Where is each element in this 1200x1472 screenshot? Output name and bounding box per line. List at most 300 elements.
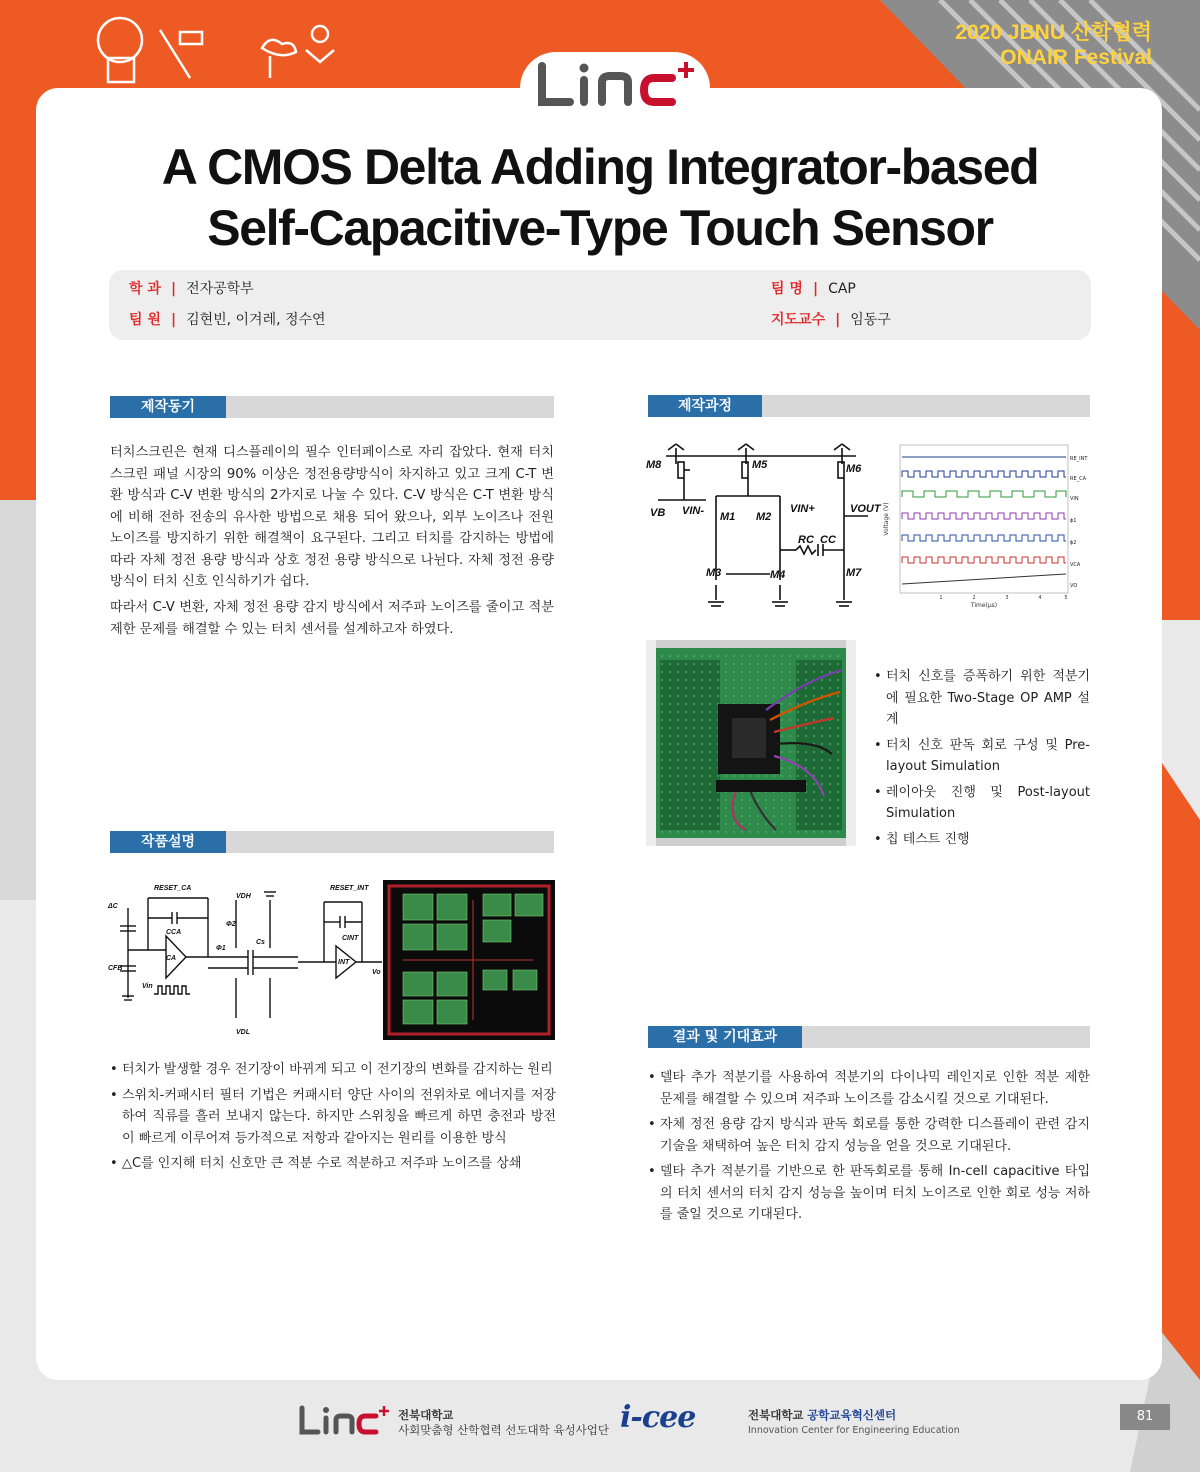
label-vb: VB — [650, 507, 666, 519]
description-heading: 작품설명 — [110, 831, 226, 853]
pcb-hole — [749, 823, 751, 825]
pcb-hole — [693, 687, 695, 689]
pcb-hole — [773, 823, 775, 825]
pcb-hole — [693, 799, 695, 801]
pcb-hole — [813, 663, 815, 665]
pcb-hole — [709, 735, 711, 737]
pcb-hole — [669, 663, 671, 665]
label-phi2: Φ2 — [226, 921, 236, 928]
pcb-hole — [661, 679, 663, 681]
pcb-hole — [669, 695, 671, 697]
process-bullets — [874, 666, 1090, 854]
footer-org1 — [398, 1408, 609, 1438]
results-bullet: • 델타 추가 적분기를 사용하여 적분기의 다이나믹 레인지로 인한 적분 제한 문제를 해결할 수 있으며 저주파 노이즈를 감소시킬 것으로 기대된다. — [648, 1067, 1090, 1110]
pcb-hole — [693, 775, 695, 777]
layout-block — [403, 894, 433, 920]
pcb-hole — [773, 831, 775, 833]
pcb-hole — [837, 759, 839, 761]
label-int: INT — [338, 959, 350, 966]
pcb-hole — [701, 663, 703, 665]
pcb-hole — [669, 767, 671, 769]
pcb-hole — [725, 695, 727, 697]
footer-org2 — [748, 1408, 960, 1438]
poster-title — [60, 137, 1140, 259]
pcb-hole — [829, 775, 831, 777]
pcb-hole — [685, 823, 687, 825]
pcb-hole — [829, 687, 831, 689]
label-vout: VOUT — [850, 503, 881, 515]
pcb-hole — [725, 775, 727, 777]
pcb-hole — [781, 775, 783, 777]
pcb-hole — [709, 815, 711, 817]
pcb-hole — [837, 799, 839, 801]
pcb-hole — [805, 775, 807, 777]
layout-block — [483, 920, 511, 942]
waveform-ylabel: Voltage (V) — [883, 502, 890, 536]
pcb-hole — [701, 711, 703, 713]
layout-block — [403, 924, 433, 950]
pcb-hole — [661, 823, 663, 825]
motivation-header — [110, 396, 554, 418]
pcb-hole — [749, 663, 751, 665]
pcb-hole — [661, 671, 663, 673]
pcb-hole — [765, 831, 767, 833]
pcb-hole — [805, 735, 807, 737]
pcb-hole — [781, 671, 783, 673]
pcb-hole — [661, 743, 663, 745]
pcb-hole — [661, 711, 663, 713]
pcb-hole — [701, 831, 703, 833]
pcb-hole — [725, 831, 727, 833]
pcb-hole — [813, 759, 815, 761]
layout-block — [483, 894, 511, 916]
pcb-hole — [669, 799, 671, 801]
pcb-hole — [701, 719, 703, 721]
pcb-hole — [741, 775, 743, 777]
pcb-hole — [813, 727, 815, 729]
pcb-hole — [789, 735, 791, 737]
members-value: 김현빈, 이겨레, 정수연 — [186, 312, 326, 328]
motivation-heading: 제작동기 — [110, 396, 226, 418]
pcb-hole — [829, 783, 831, 785]
pcb-hole — [733, 663, 735, 665]
pcb-photo — [646, 640, 856, 846]
pcb-hole — [837, 719, 839, 721]
pcb-hole — [717, 799, 719, 801]
description-header — [110, 831, 554, 853]
pcb-hole — [693, 711, 695, 713]
pcb-hole — [669, 735, 671, 737]
label-m4: M4 — [770, 569, 786, 581]
pcb-hole — [837, 711, 839, 713]
pcb-hole — [685, 703, 687, 705]
pcb-hole — [701, 743, 703, 745]
layout-block — [515, 894, 543, 916]
pcb-hole — [709, 703, 711, 705]
pcb-hole — [709, 663, 711, 665]
results-bullets — [648, 1067, 1090, 1230]
page-number: 81 — [1120, 1404, 1170, 1430]
pcb-hole — [693, 743, 695, 745]
pcb-hole — [685, 727, 687, 729]
pcb-hole — [805, 719, 807, 721]
pcb-hole — [797, 655, 799, 657]
pcb-hole — [773, 775, 775, 777]
advisor-value: 임동구 — [850, 312, 891, 328]
pcb-hole — [749, 671, 751, 673]
pcb-hole — [797, 807, 799, 809]
pcb-hole — [709, 791, 711, 793]
pcb-hole — [685, 807, 687, 809]
pcb-hole — [797, 695, 799, 697]
pcb-hole — [781, 807, 783, 809]
opamp-schematic — [646, 440, 881, 612]
pcb-hole — [821, 663, 823, 665]
pcb-hole — [701, 775, 703, 777]
pcb-hole — [829, 807, 831, 809]
pcb-hole — [661, 807, 663, 809]
pcb-hole — [765, 799, 767, 801]
pcb-hole — [781, 679, 783, 681]
process-bullet: • 터치 신호를 증폭하기 위한 적분기에 필요한 Two-Stage OP AMP 설계 — [874, 666, 1090, 731]
pcb-hole — [837, 783, 839, 785]
pcb-hole — [821, 767, 823, 769]
info-dept — [129, 280, 254, 298]
pcb-hole — [693, 695, 695, 697]
pcb-hole — [693, 655, 695, 657]
pcb-hole — [725, 807, 727, 809]
pcb-hole — [669, 791, 671, 793]
motivation-para1: 터치스크린은 현재 디스플레이의 필수 인터페이스로 자리 잡았다. 현재 터치스크린 패널 시장의 90% 이상은 정전용량방식이 차지하고 있고 크게 C-T 변환 방식과 C-V 변환 방식의 2가지로 나눌 수 있다. C-V 방식은 C-T 변환 방식에 비해 전하 전송의 유사한 방법으로 채용 되어 왔으나, 외부 노이즈나 전원 노이즈를 방지하기 위한 해결책이 요구된다. 그리고 터치를 감지하는 방법에 따라 자체 정전 용량 방식과 상호 정전 용량 방식으로 나뉜다. 자체 정전 용량 방식이 터치 신호 인식하기가 쉽다. — [110, 445, 554, 589]
pcb-hole — [693, 807, 695, 809]
info-team — [771, 280, 856, 298]
pcb-hole — [765, 663, 767, 665]
pcb-hole — [765, 655, 767, 657]
pcb-hole — [733, 823, 735, 825]
pcb-hole — [677, 815, 679, 817]
pcb-hole — [709, 751, 711, 753]
pcb-hole — [749, 831, 751, 833]
pcb-hole — [717, 695, 719, 697]
advisor-label: 지도교수 — [771, 312, 826, 328]
pcb-hole — [701, 727, 703, 729]
pcb-hole — [685, 687, 687, 689]
pcb-hole — [661, 703, 663, 705]
pcb-hole — [813, 711, 815, 713]
pcb-hole — [821, 727, 823, 729]
pcb-hole — [709, 655, 711, 657]
pcb-hole — [661, 831, 663, 833]
sig-vo: VO — [1070, 583, 1078, 589]
pcb-hole — [797, 831, 799, 833]
pcb-hole — [741, 695, 743, 697]
pcb-hole — [693, 823, 695, 825]
layout-block — [513, 970, 537, 990]
pcb-hole — [773, 655, 775, 657]
pcb-hole — [741, 663, 743, 665]
pcb-hole — [773, 663, 775, 665]
pcb-hole — [677, 743, 679, 745]
pcb-hole — [709, 679, 711, 681]
pcb-hole — [805, 815, 807, 817]
pcb-hole — [757, 663, 759, 665]
footer-univ1: 전북대학교 — [398, 1408, 454, 1422]
pcb-hole — [669, 687, 671, 689]
pcb-hole — [693, 767, 695, 769]
waveform-plot — [880, 443, 1090, 613]
pcb-hole — [709, 743, 711, 745]
layout-block — [437, 972, 467, 996]
pcb-hole — [765, 687, 767, 689]
label-vo: Vo — [372, 969, 381, 976]
pcb-hole — [837, 703, 839, 705]
pcb-hole — [781, 735, 783, 737]
pcb-hole — [685, 679, 687, 681]
pcb-hole — [749, 687, 751, 689]
pcb-hole — [757, 775, 759, 777]
pcb-hole — [757, 671, 759, 673]
pcb-hole — [821, 711, 823, 713]
switched-cap-circuit — [108, 878, 382, 1038]
pcb-hole — [821, 655, 823, 657]
pcb-hole — [781, 719, 783, 721]
pcb-hole — [741, 679, 743, 681]
pcb-hole — [813, 807, 815, 809]
pcb-hole — [797, 823, 799, 825]
pcb-hole — [661, 751, 663, 753]
linc-logo-mark — [530, 58, 700, 114]
pcb-hole — [813, 815, 815, 817]
pcb-hole — [821, 807, 823, 809]
pcb-hole — [837, 775, 839, 777]
pcb-hole — [765, 807, 767, 809]
pcb-hole — [685, 815, 687, 817]
label-m3: M3 — [706, 567, 722, 579]
label-vin-plus: VIN+ — [790, 503, 815, 515]
pcb-hole — [757, 815, 759, 817]
pcb-hole — [837, 831, 839, 833]
pcb-hole — [669, 823, 671, 825]
info-members — [129, 311, 326, 329]
pcb-hole — [837, 743, 839, 745]
pcb-hole — [789, 687, 791, 689]
pcb-hole — [709, 687, 711, 689]
pcb-hole — [741, 655, 743, 657]
pcb-hole — [693, 783, 695, 785]
pcb-hole — [725, 679, 727, 681]
pcb-hole — [821, 799, 823, 801]
pcb-hole — [701, 679, 703, 681]
pcb-hole — [837, 767, 839, 769]
pcb-hole — [829, 655, 831, 657]
pcb-hole — [701, 671, 703, 673]
pcb-hole — [661, 727, 663, 729]
pcb-hole — [669, 679, 671, 681]
pcb-hole — [677, 807, 679, 809]
results-heading: 결과 및 기대효과 — [648, 1026, 802, 1048]
pcb-hole — [781, 823, 783, 825]
pcb-hole — [701, 751, 703, 753]
xtick-5: 5 — [1064, 595, 1068, 601]
pcb-hole — [685, 711, 687, 713]
team-label: 팀 명 — [771, 281, 803, 297]
pcb-hole — [669, 815, 671, 817]
xtick-3: 3 — [1005, 595, 1009, 601]
pcb-hole — [661, 791, 663, 793]
pcb-hole — [829, 815, 831, 817]
motivation-para2: 따라서 C-V 변환, 자체 정전 용량 감지 방식에서 저주파 노이즈를 줄이고 적분 제한 문제를 해결할 수 있는 터치 센서를 설계하고자 하였다. — [110, 600, 554, 637]
pcb-hole — [773, 695, 775, 697]
pcb-hole — [837, 679, 839, 681]
pcb-hole — [717, 831, 719, 833]
pcb-hole — [701, 783, 703, 785]
pcb-hole — [829, 703, 831, 705]
pcb-hole — [661, 695, 663, 697]
pcb-hole — [677, 759, 679, 761]
pcb-hole — [797, 719, 799, 721]
title-line2: Self-Capacitive-Type Touch Sensor — [207, 200, 993, 256]
pcb-hole — [789, 767, 791, 769]
pcb-hole — [765, 671, 767, 673]
pcb-hole — [789, 671, 791, 673]
pcb-hole — [789, 719, 791, 721]
pcb-hole — [821, 679, 823, 681]
pcb-hole — [677, 727, 679, 729]
pcb-hole — [709, 727, 711, 729]
pcb-hole — [789, 751, 791, 753]
pcb-hole — [773, 687, 775, 689]
pcb-hole — [805, 727, 807, 729]
pcb-hole — [789, 815, 791, 817]
pcb-hole — [685, 831, 687, 833]
pcb-hole — [797, 815, 799, 817]
pcb-hole — [829, 679, 831, 681]
pcb-hole — [773, 815, 775, 817]
pcb-hole — [757, 687, 759, 689]
pcb-hole — [669, 711, 671, 713]
sig-phi2: ϕ2 — [1070, 540, 1077, 546]
pcb-hole — [661, 735, 663, 737]
pcb-hole — [701, 807, 703, 809]
pcb-hole — [829, 743, 831, 745]
pcb-hole — [717, 807, 719, 809]
pcb-hole — [797, 751, 799, 753]
pcb-hole — [805, 679, 807, 681]
pcb-hole — [749, 799, 751, 801]
sig-vin: VIN — [1070, 496, 1079, 502]
pcb-hole — [717, 775, 719, 777]
pcb-hole — [797, 759, 799, 761]
pcb-hole — [749, 695, 751, 697]
pcb-hole — [733, 679, 735, 681]
pcb-hole — [717, 679, 719, 681]
sig-re-int: RE_INT — [1070, 456, 1088, 462]
pcb-hole — [677, 791, 679, 793]
pcb-hole — [797, 703, 799, 705]
label-m6: M6 — [846, 463, 862, 475]
pcb-hole — [789, 679, 791, 681]
label-cc: CC — [820, 534, 836, 546]
pcb-hole — [821, 783, 823, 785]
pcb-hole — [813, 671, 815, 673]
pcb-hole — [701, 823, 703, 825]
pcb-hole — [701, 655, 703, 657]
pcb-hole — [677, 679, 679, 681]
results-bullet: • 자체 정전 용량 감지 방식과 판독 회로를 통한 강력한 디스플레이 관련 감지 기술을 채택하여 높은 터치 감지 성능을 얻을 것으로 기대된다. — [648, 1114, 1090, 1157]
pcb-hole — [837, 823, 839, 825]
pcb-hole — [797, 671, 799, 673]
pcb-hole — [797, 711, 799, 713]
pcb-hole — [677, 767, 679, 769]
pcb-hole — [669, 759, 671, 761]
label-reset-int: RESET_INT — [330, 885, 369, 892]
pcb-hole — [717, 671, 719, 673]
pcb-hole — [669, 703, 671, 705]
pcb-hole — [709, 807, 711, 809]
pcb-hole — [837, 807, 839, 809]
pcb-hole — [677, 783, 679, 785]
pcb-hole — [741, 799, 743, 801]
pcb-hole — [661, 759, 663, 761]
pcb-hole — [685, 783, 687, 785]
pcb-hole — [701, 815, 703, 817]
pcb-hole — [813, 687, 815, 689]
pcb-hole — [693, 727, 695, 729]
pcb-hole — [725, 687, 727, 689]
pcb-hole — [733, 687, 735, 689]
process-bullet: • 레이아웃 진행 및 Post-layout Simulation — [874, 782, 1090, 825]
pcb-hole — [765, 679, 767, 681]
pcb-hole — [725, 671, 727, 673]
pcb-hole — [821, 687, 823, 689]
pcb-hole — [821, 831, 823, 833]
pcb-hole — [741, 831, 743, 833]
pcb-hole — [821, 775, 823, 777]
pcb-hole — [837, 751, 839, 753]
pcb-hole — [685, 751, 687, 753]
pcb-hole — [693, 735, 695, 737]
label-ca: CA — [166, 955, 177, 962]
pcb-hole — [781, 751, 783, 753]
pcb-hole — [661, 767, 663, 769]
waveform-xlabel: Time(μs) — [970, 602, 998, 609]
pcb-hole — [661, 655, 663, 657]
pcb-hole — [797, 775, 799, 777]
pcb-hole — [829, 823, 831, 825]
pcb-hole — [821, 735, 823, 737]
pcb-hole — [669, 743, 671, 745]
pcb-hole — [797, 735, 799, 737]
pcb-hole — [781, 687, 783, 689]
pcb-hole — [749, 679, 751, 681]
pcb-hole — [677, 799, 679, 801]
pcb-hole — [805, 663, 807, 665]
pcb-hole — [813, 831, 815, 833]
label-vin-minus: VIN- — [682, 505, 704, 517]
pcb-hole — [733, 695, 735, 697]
pcb-hole — [685, 775, 687, 777]
pcb-hole — [717, 655, 719, 657]
pcb-hole — [669, 751, 671, 753]
pcb-hole — [821, 759, 823, 761]
pcb-hole — [717, 663, 719, 665]
pcb-hole — [829, 735, 831, 737]
pcb-hole — [725, 799, 727, 801]
footer-univ2: 전북대학교 — [748, 1408, 804, 1422]
pcb-hole — [805, 831, 807, 833]
label-reset-ca: RESET_CA — [154, 885, 192, 892]
pcb-hole — [693, 751, 695, 753]
